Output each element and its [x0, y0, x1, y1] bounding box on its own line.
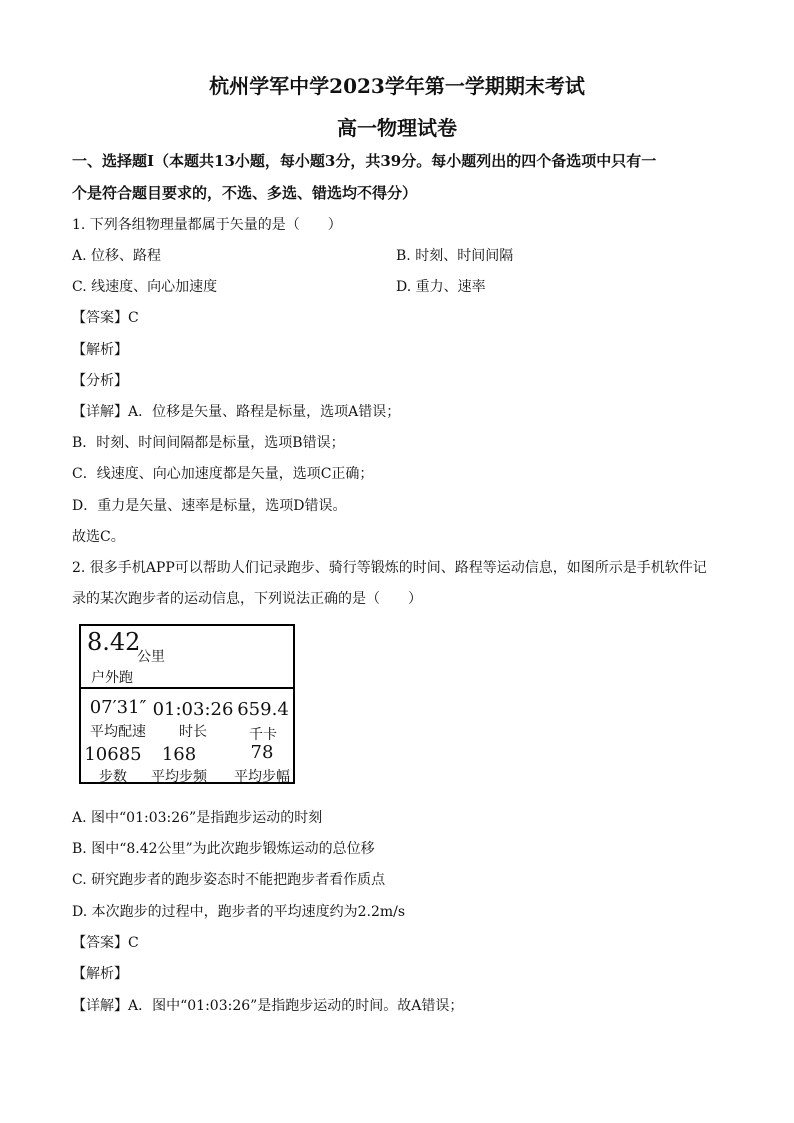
q1-stem: 1. 下列各组物理量都属于矢量的是（ ） [72, 217, 342, 233]
q1-option-a: A. 位移、路程 [72, 248, 162, 264]
q1-conclusion: 故选C。 [72, 529, 125, 545]
q2-answer: 【答案】C [72, 935, 139, 951]
calories-value: 659.4 [237, 699, 289, 720]
stride-value: 78 [250, 742, 274, 763]
q2-option-c: C. 研究跑步者的跑步姿态时不能把跑步者看作质点 [72, 872, 386, 888]
duration-label: 时长 [179, 724, 207, 740]
exam-title: 杭州学军中学2023学年第一学期期末考试 [209, 74, 585, 98]
section-heading-line1: 一、选择题Ⅰ（本题共13小题，每小题3分，共39分。每小题列出的四个备选项中只有一 [72, 152, 657, 170]
q2-stem-line2: 录的某次跑步者的运动信息，下列说法正确的是（ ） [72, 591, 422, 607]
q1-fenxi-label: 【分析】 [72, 373, 128, 389]
q1-option-c: C. 线速度、向心加速度 [72, 279, 218, 295]
q2-stem-line1: 2. 很多手机APP可以帮助人们记录跑步、骑行等锻炼的时间、路程等运动信息，如图所示是手机软件记 [72, 560, 707, 576]
q1-answer: 【答案】C [72, 310, 139, 326]
stride-label: 平均步幅 [234, 769, 290, 785]
pace-label: 平均配速 [90, 724, 146, 740]
q1-analysis-label: 【解析】 [72, 342, 128, 358]
q1-detail-2: B．时刻、时间间隔都是标量，选项B错误； [72, 435, 345, 451]
q1-option-b: B. 时刻、时间间隔 [396, 248, 514, 264]
distance-unit: 公里 [137, 649, 165, 665]
calories-label: 千卡 [249, 727, 277, 743]
run-mode: 户外跑 [91, 670, 133, 686]
q2-option-b: B. 图中“8.42公里”为此次跑步锻炼运动的总位移 [72, 841, 375, 857]
cadence-label: 平均步频 [151, 769, 207, 785]
q1-detail-4: D．重力是矢量、速率是标量，选项D错误。 [72, 498, 347, 514]
q2-option-d: D. 本次跑步的过程中，跑步者的平均速度约为2.2m/s [72, 904, 406, 920]
pace-value: 07′31″ [89, 697, 147, 718]
q1-detail-3: C．线速度、向心加速度都是矢量，选项C正确； [72, 466, 374, 482]
q1-detail-1: 【详解】A．位移是矢量、路程是标量，选项A错误； [72, 404, 401, 420]
q2-detail-1: 【详解】A．图中“01:03:26”是指跑步运动的时间。故A错误； [72, 998, 464, 1014]
duration-value: 01:03:26 [152, 699, 234, 720]
steps-label: 步数 [99, 769, 127, 785]
section-heading-line2: 个是符合题目要求的，不选、多选、错选均不得分） [72, 184, 418, 202]
figure-divider [81, 687, 293, 689]
q1-option-d: D. 重力、速率 [396, 279, 486, 295]
q2-option-a: A. 图中“01:03:26”是指跑步运动的时刻 [72, 810, 323, 826]
running-stats-figure [79, 624, 295, 784]
distance-value: 8.42 [87, 628, 141, 656]
cadence-value: 168 [161, 744, 197, 765]
exam-subtitle: 高一物理试卷 [337, 116, 457, 140]
steps-value: 10685 [84, 744, 142, 765]
q2-analysis-label: 【解析】 [72, 966, 128, 982]
